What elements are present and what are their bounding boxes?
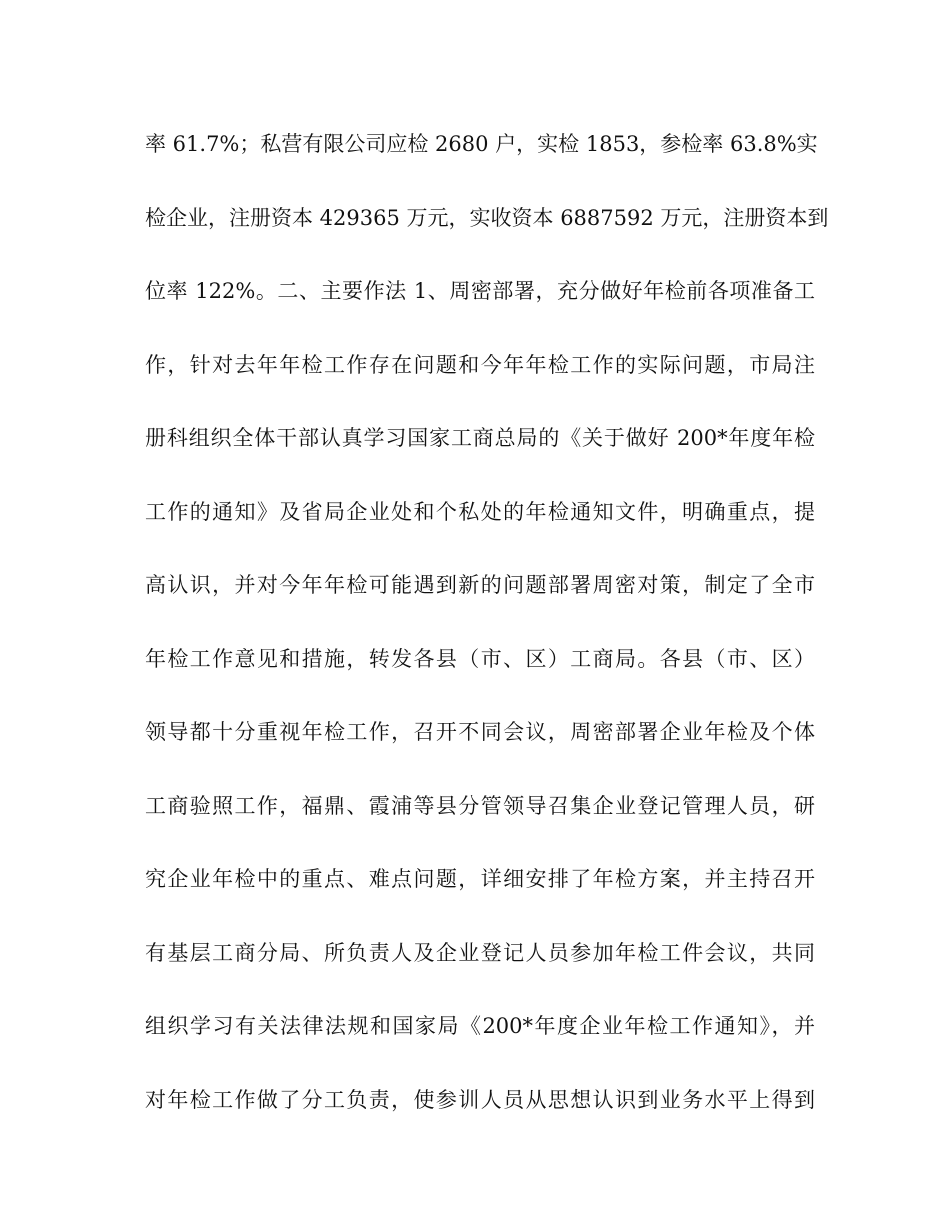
text-line: 作，针对去年年检工作存在问题和今年年检工作的实际问题，市局注 [145, 352, 815, 377]
text-line: 工商验照工作，福鼎、霞浦等县分管领导召集企业登记管理人员，研 [145, 793, 815, 818]
text-line: 领导都十分重视年检工作，召开不同会议，周密部署企业年检及个体 [145, 720, 815, 744]
text-line: 工作的通知》及省局企业处和个私处的年检通知文件，明确重点，提 [145, 499, 815, 524]
text-line: 位率 122%。二、主要作法 1、周密部署，充分做好年检前各项准备工 [145, 279, 815, 303]
text-line: 组织学习有关法律法规和国家局《200*年度企业年检工作通知》，并 [145, 1014, 815, 1038]
text-line: 高认识，并对今年年检可能遇到新的问题部署周密对策，制定了全市 [145, 573, 815, 597]
text-line: 检企业，注册资本 429365 万元，实收资本 6887592 万元，注册资本到 [145, 205, 829, 230]
body-text [145, 124, 829, 1153]
text-line: 有基层工商分局、所负责人及企业登记人员参加年检工件会议，共同 [145, 940, 815, 965]
text-line: 究企业年检中的重点、难点问题，详细安排了年检方案，并主持召开 [145, 867, 815, 891]
text-line: 率 61.7%；私营有限公司应检 2680 户，实检 1853，参检率 63.8%实 [145, 132, 818, 156]
text-line: 年检工作意见和措施，转发各县（市、区）工商局。各县（市、区） [145, 646, 815, 671]
text-line: 册科组织全体干部认真学习国家工商总局的《关于做好 200*年度年检 [145, 426, 815, 450]
text-line: 对年检工作做了分工负责，使参训人员从思想认识到业务水平上得到 [145, 1087, 815, 1112]
